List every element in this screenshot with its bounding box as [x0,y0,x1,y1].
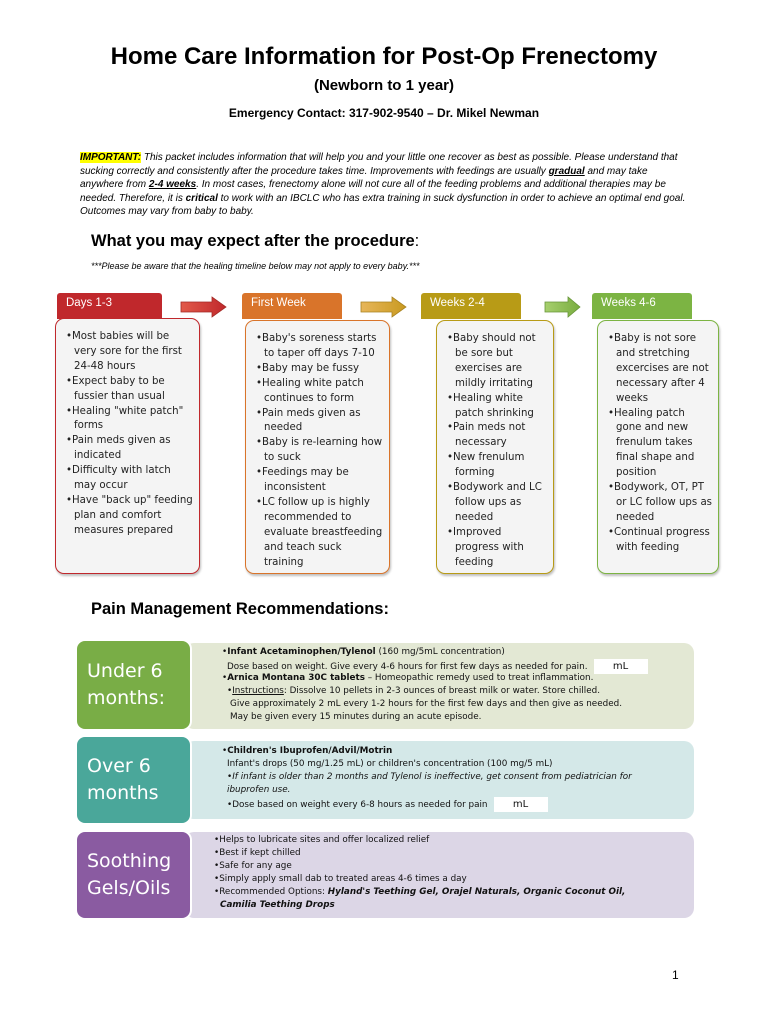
ml-input[interactable]: mL [594,659,648,674]
list-item: • Safe for any age [214,860,694,873]
timeline-item: • Healing white patch continues to form [256,377,383,407]
arnica-instructions: •Instructions: Dissolve 10 pellets in 2-3 ounces of breast milk or water. Store chilled. [227,686,601,697]
under6-panel: •Infant Acetaminophen/Tylenol (160 mg/5mL concentration) Dose based on weight. Give every 4-6 hours for first few days as needed for pain. mL •Arnica Montana 30C tablets – Homeopathic remedy used to treat inflammation. •Instructions: Dissolve 10 pellets in 2-3 ounces of breast milk or water. Store chilled. Give approximately 2 mL every 1-2 hours for the first few days and then give as needed. May be given every 15 minutes during an acute episode. [184,643,694,729]
page-number: 1 [672,968,679,982]
gels-panel [184,832,694,918]
timeline-box [597,320,719,574]
critical-text: critical [185,192,218,204]
arnica-line: •Arnica Montana 30C tablets – Homeopathic remedy used to treat inflammation. [222,673,594,684]
important-label: IMPORTANT: [80,152,142,163]
timeline-item: • Baby's soreness starts to taper off days 7-10 [256,332,383,362]
timeline-item: • Feedings may be inconsistent [256,466,383,496]
timeline-item: • Healing patch gone and new frenulum takes final shape and position [608,407,712,482]
weeks-text: 2-4 weeks [148,179,197,191]
timeline-item: • Expect baby to be fussier than usual [66,375,193,405]
timeline-item: • Baby may be fussy [256,362,383,377]
emergency-contact: Emergency Contact: 317-902-9540 – Dr. Mikel Newman [228,106,540,120]
intro-paragraph: IMPORTANT: This packet includes information that will help you and your little one recover as best as possible. Please understand that sucking correctly and consistently after the procedure takes time. Improvements with feedings are usually gradual and may take anywhere from 2-4 weeks. In most cases, frenectomy alone will not cure all of the feeding problems and additional therapies may be needed. Therefore, it is critical to work with an IBCLC who has extra training in suck dysfunction in order to achieve an optimal end goal. Outcomes may vary from baby to baby. [80,152,686,218]
timeline-item: • Baby is re-learning how to suck [256,436,383,466]
timeline-box [55,318,200,574]
list-item: • Best if kept chilled [214,847,694,860]
timeline-item: • Most babies will be very sore for the first 24-48 hours [66,330,193,375]
page-title: Home Care Information for Post-Op Frenectomy [110,43,658,70]
arrow-right-icon [544,296,582,318]
list-item: • Simply apply small dab to treated areas 4-6 times a day [214,873,694,886]
timeline-tab: Weeks 4-6 [592,293,692,319]
timeline-box [245,320,390,574]
ibuprofen-line: •Children's Ibuprofen/Advil/Motrin [222,746,393,756]
timeline-item: • Difficulty with latch may occur [66,464,193,494]
timeline-item: • Improved progress with feeding [447,526,547,571]
timeline-item: • Continual progress with feeding [608,526,712,556]
list-item: • Helps to lubricate sites and offer localized relief [214,834,694,847]
timeline-item: • Healing "white patch" forms [66,405,193,435]
timeline-item: • Pain meds given as needed [256,407,383,437]
gels-recommended: •Recommended Options: Hyland's Teething Gel, Orajel Naturals, Organic Coconut Oil, Camilia Teething Drops [214,887,626,911]
arrow-right-icon [180,296,228,318]
timeline-tab: Days 1-3 [57,293,162,319]
ibuprofen-dose: •Dose based on weight every 6-8 hours as needed for pain mL [222,797,694,812]
ml-input[interactable]: mL [494,797,548,812]
gels-list [214,834,694,886]
timeline-tab: Weeks 2-4 [421,293,521,319]
pain-management-heading: Pain Management Recommendations: [91,600,389,618]
timeline-item: • Bodywork and LC follow ups as needed [447,481,547,526]
timeline-note: ***Please be aware that the healing timeline below may not apply to every baby.*** [91,261,420,271]
timeline-item: • Have "back up" feeding plan and comfort measures prepared [66,494,193,539]
expect-heading: What you may expect after the procedure: [91,232,420,250]
timeline-box [436,320,554,574]
gradual-text: gradual [548,165,585,177]
over6-label: Over 6 months [77,737,190,823]
timeline-item: • LC follow up is highly recommended to evaluate breastfeeding and teach suck training [256,496,383,571]
timeline-item: • Pain meds not necessary [447,421,547,451]
over6-panel: •Children's Ibuprofen/Advil/Motrin Infant's drops (50 mg/1.25 mL) or children's concentration (100 mg/5 mL) •If infant is older than 2 months and Tylenol is ineffective, get consent from pediatrician for ibuprofen use. •Dose based on weight every 6-8 hours as needed for pain mL [184,741,694,819]
arrow-right-icon [360,296,408,318]
timeline-tab: First Week [242,293,342,319]
tylenol-line: •Infant Acetaminophen/Tylenol (160 mg/5mL concentration) [222,647,505,657]
page-subtitle: (Newborn to 1 year) [313,77,455,94]
gels-label: Soothing Gels/Oils [77,832,190,918]
ibuprofen-note: •If infant is older than 2 months and Tylenol is ineffective, get consent from pediatrician for ibuprofen use. [227,772,632,796]
timeline-item: • New frenulum forming [447,451,547,481]
tylenol-dose: Dose based on weight. Give every 4-6 hours for first few days as needed for pain. mL [222,659,694,674]
timeline-item: • Baby should not be sore but exercises are mildly irritating [447,332,547,392]
timeline-item: • Pain meds given as indicated [66,434,193,464]
timeline-item: • Baby is not sore and stretching excercises are not necessary after 4 weeks [608,332,712,407]
under6-label: Under 6 months: [77,641,190,729]
timeline-item: • Healing white patch shrinking [447,392,547,422]
timeline-item: • Bodywork, OT, PT or LC follow ups as needed [608,481,712,526]
